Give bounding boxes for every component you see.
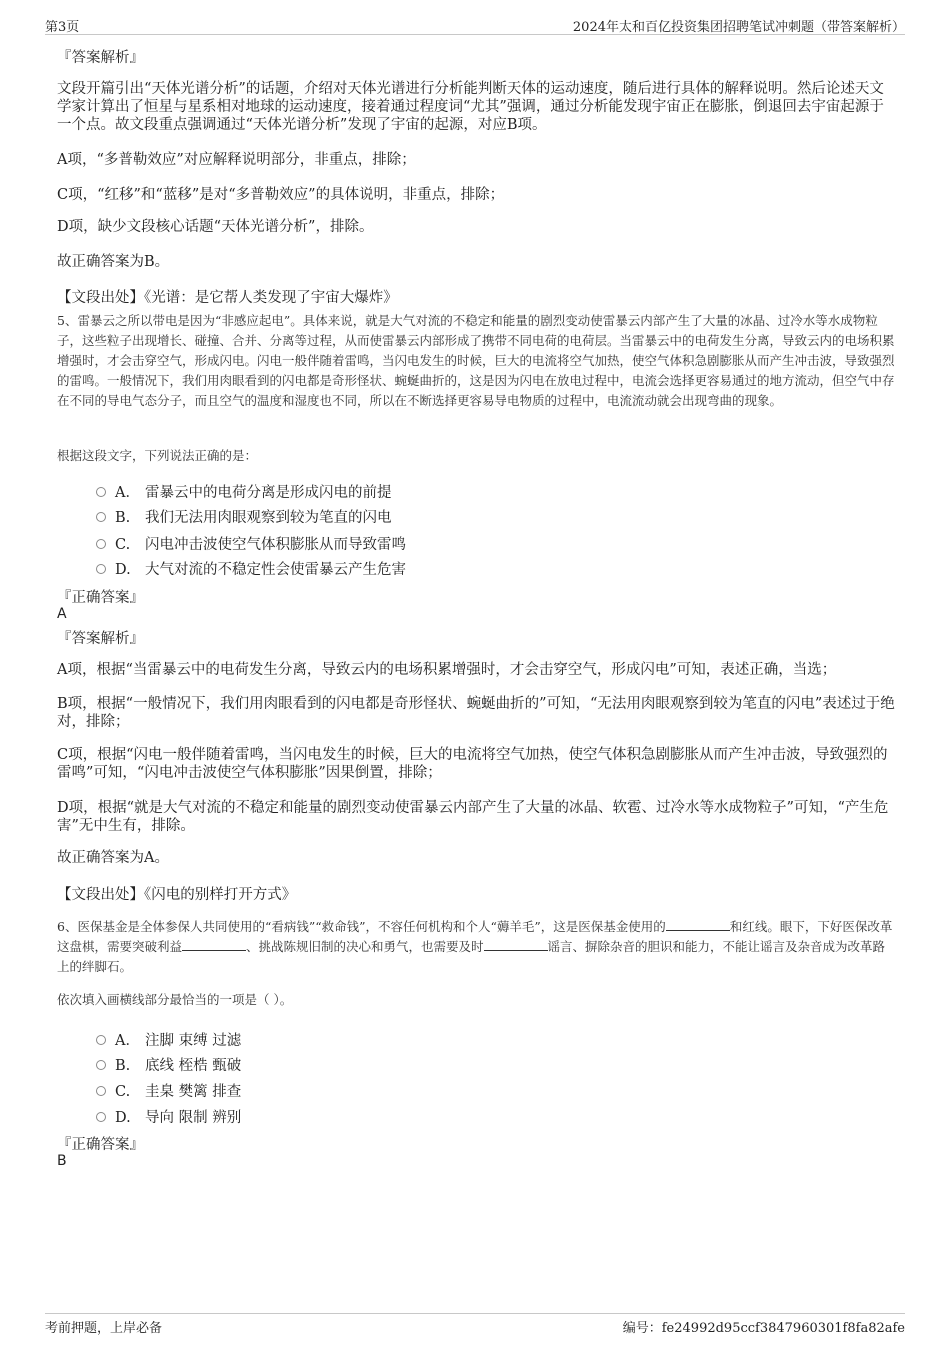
q5-analysis-d: D项，根据“就是大气对流的不稳定和能量的剧烈变动使雷暴云内部产生了大量的冰晶、软雹、过冷水等水成物粒子”可知，“产生危害”无中生有，排除。: [57, 800, 889, 834]
q5-source: 【文段出处】《闪电的别样打开方式》: [57, 887, 297, 903]
q5-option-c[interactable]: C. 闪电冲击波使空气体积膨胀从而导致雷鸣: [96, 533, 406, 555]
q5-answer-label: 『正确答案』: [57, 590, 144, 606]
q6-option-a[interactable]: A． 注脚 束缚 过滤: [96, 1029, 241, 1051]
q5-analysis-b: B项，根据“一般情况下，我们用肉眼看到的闪电都是奇形怪状、蜿蜒曲折的”可知，“无法用肉眼观察到较为笔直的闪电”表述过于绝对，排除；: [57, 696, 895, 730]
blank-3[interactable]: [484, 938, 548, 951]
q5-analysis-a: A项，根据“当雷暴云中的电荷发生分离，导致云内的电场积累增强时，才会击穿空气，形成闪电”可知，表述正确，当选；: [57, 662, 837, 678]
footer-slogan: 考前押题，上岸必备: [45, 1321, 163, 1336]
blank-1[interactable]: [666, 918, 730, 931]
q5-conclusion: 故正确答案为A。: [57, 850, 169, 866]
q5-stem: 5、雷暴云之所以带电是因为“非感应起电”。具体来说，就是大气对流的不稳定和能量的剧烈变动使雷暴云内部产生了大量的冰晶、过冷水等水成物粒子，这些粒子出现增长、碰撞、合并、分离等过程，从而使雷暴云内部形成了携带不同电荷的电荷层。当雷暴云中的电荷发生分离，导致云内的电场积累增强时，才会击穿空气，形成闪电。闪电一般伴随着雷鸣，当闪电发生的时候，巨大的电流将空气加热，使空气体积急剧膨胀从而产生冲击波，导致强烈的雷鸣。一般情况下，我们用肉眼看到的闪电都是奇形怪状、蜿蜒曲折的，这是因为闪电在放电过程中，电流会选择更容易通过的地方流动，但空气中存在不同的导电气态分子，而且空气的温度和湿度也不同，所以在不断选择更容易导电物质的过程中，电流流动就会出现弯曲的现象。: [57, 313, 895, 408]
q4-analysis-c: C项，“红移”和“蓝移”是对“多普勒效应”的具体说明，非重点，排除；: [57, 187, 505, 203]
q5-option-d[interactable]: D. 大气对流的不稳定性会使雷暴云产生危害: [96, 558, 406, 580]
radio-icon[interactable]: [96, 487, 106, 497]
q6-option-d[interactable]: D. 导向 限制 辨别: [96, 1106, 241, 1128]
q5-analysis-c: C项，根据“闪电一般伴随着雷鸣，当闪电发生的时候，巨大的电流将空气加热，使空气体积急剧膨胀从而产生冲击波，导致强烈的雷鸣”可知，“闪电冲击波使空气体积膨胀”因果倒置，排除；: [57, 747, 888, 781]
radio-icon[interactable]: [96, 512, 106, 522]
document-code: 编号：fe24992d95ccf3847960301f8fa82afe: [622, 1321, 905, 1336]
q6-stem: 6、医保基金是全体参保人共同使用的“看病钱”“救命钱”，不容任何机构和个人“薅羊毛”，这是医保基金使用的 和红线。眼下，下好医保改革这盘棋，需要突破利益 、挑战陈规旧制的决心和勇气，也需要及时 谣言、摒除杂音的胆识和能力，不能让谣言及杂音成为改革路上的绊脚石。: [57, 919, 893, 974]
q6-option-b[interactable]: B. 底线 桎梏 甄破: [96, 1054, 241, 1076]
q6-option-c[interactable]: C. 圭臬 樊篱 排查: [96, 1080, 241, 1102]
radio-icon[interactable]: [96, 1060, 106, 1070]
page-footer: [45, 1313, 905, 1336]
radio-icon[interactable]: [96, 539, 106, 549]
document-title: 2024年太和百亿投资集团招聘笔试冲刺题（带答案解析）: [572, 20, 905, 35]
q5-option-b[interactable]: B. 我们无法用肉眼观察到较为笔直的闪电: [96, 506, 392, 528]
q6-prompt: 依次填入画横线部分最恰当的一项是（ ）。: [57, 992, 293, 1007]
radio-icon[interactable]: [96, 1035, 106, 1045]
q4-source: 【文段出处】《光谱：是它帮人类发现了宇宙大爆炸》: [57, 290, 398, 306]
q4-analysis-a: A项，“多普勒效应”对应解释说明部分，非重点，排除；: [57, 152, 416, 168]
radio-icon[interactable]: [96, 564, 106, 574]
q4-analysis-label: 『答案解析』: [57, 50, 144, 66]
radio-icon[interactable]: [96, 1086, 106, 1096]
q5-analysis-label: 『答案解析』: [57, 631, 144, 647]
q5-option-a[interactable]: A． 雷暴云中的电荷分离是形成闪电的前提: [96, 481, 392, 503]
page-number: 第3页: [45, 20, 80, 35]
q4-conclusion: 故正确答案为B。: [57, 254, 170, 270]
page-header: [45, 16, 905, 35]
q6-answer-label: 『正确答案』: [57, 1137, 144, 1153]
blank-2[interactable]: [182, 938, 246, 951]
radio-icon[interactable]: [96, 1112, 106, 1122]
q5-answer: A: [57, 606, 67, 622]
q4-analysis-paragraph: 文段开篇引出“天体光谱分析”的话题，介绍对天体光谱进行分析能判断天体的运动速度，随后进行具体的解释说明。然后论述天文学家计算出了恒星与星系相对地球的运动速度，接着通过程度词“尤其”强调，通过分析能发现宇宙正在膨胀，倒退回去宇宙起源于一个点。故文段重点强调通过“天体光谱分析”发现了宇宙的起源，对应B项。: [57, 81, 884, 133]
q6-answer: B: [57, 1153, 67, 1169]
q5-prompt: 根据这段文字，下列说法正确的是：: [57, 448, 258, 463]
q4-analysis-d: D项，缺少文段核心话题“天体光谱分析”，排除。: [57, 219, 374, 235]
